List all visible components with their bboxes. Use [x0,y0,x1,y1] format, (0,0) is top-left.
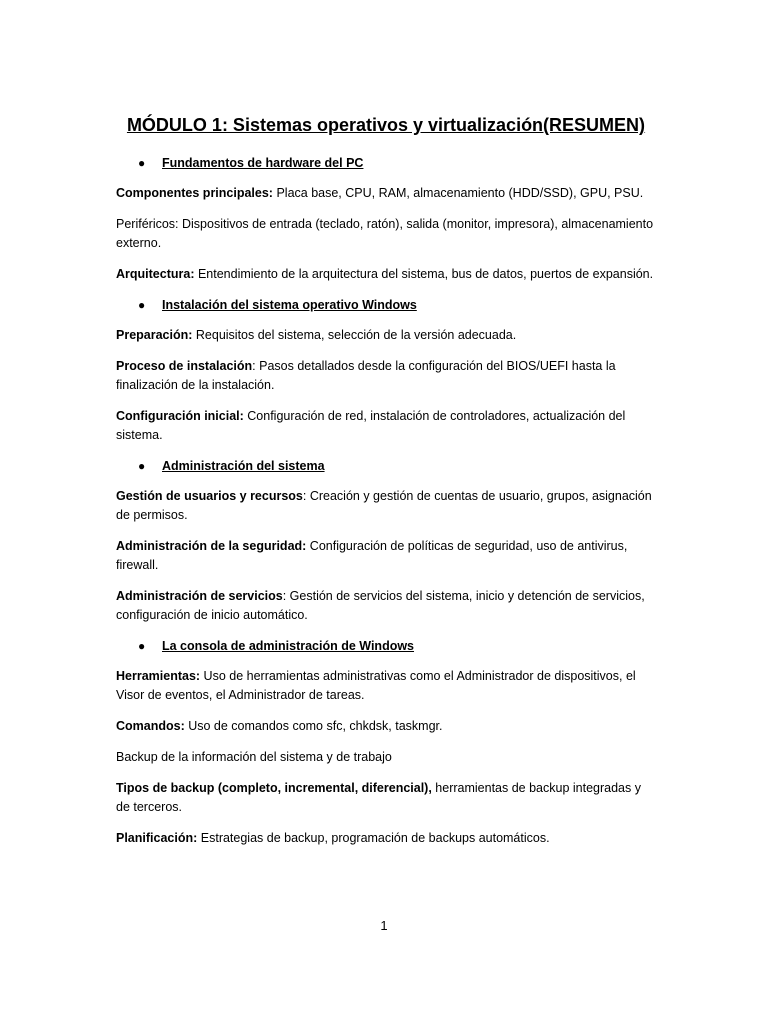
paragraph-text: Estrategias de backup, programación de backups automáticos. [197,831,550,845]
paragraph-componentes [116,184,656,203]
section-heading-hardware [116,154,656,172]
paragraph-lead: Gestión de usuarios y recursos [116,489,303,503]
section-heading-label: La consola de administración de Windows [162,639,415,653]
paragraph-planificacion [116,829,656,848]
document-title: MÓDULO 1: Sistemas operativos y virtualización(RESUMEN) [126,115,646,135]
section-heading-consola [116,637,656,655]
paragraph-text: Backup de la información del sistema y de trabajo [116,750,392,764]
paragraph-lead: Arquitectura: [116,267,195,281]
paragraph-text: Periféricos: Dispositivos de entrada (teclado, ratón), salida (monitor, impresora), almacenamiento externo. [116,217,654,250]
paragraph-text: Configuración de políticas de seguridad, uso de antivirus, firewall. [116,539,628,572]
paragraph-text: Uso de comandos como sfc, chkdsk, taskmgr. [184,719,443,733]
section-heading-label: Instalación del sistema operativo Windows [162,298,417,312]
paragraph-arquitectura [116,265,656,284]
section-heading-instalacion [116,296,656,314]
paragraph-text: Uso de herramientas administrativas como el Administrador de dispositivos, el Visor de eventos, el Administrador de tareas. [116,669,636,702]
paragraph-lead: Tipos de backup (completo, incremental, diferencial), [116,781,432,795]
paragraph-proceso [116,357,656,395]
paragraph-tipos-backup [116,779,656,817]
paragraph-usuarios [116,487,656,525]
paragraph-lead: Preparación: [116,328,193,342]
bullet-icon: ● [138,156,146,170]
section-heading-administracion [116,457,656,475]
paragraph-text: herramientas de backup integradas y de terceros. [116,781,641,814]
paragraph-servicios [116,587,656,625]
paragraph-lead: Comandos: [116,719,185,733]
paragraph-lead: Administración de la seguridad: [116,539,307,553]
section-heading-label: Fundamentos de hardware del PC [162,156,364,170]
paragraph-seguridad [116,537,656,575]
paragraph-text: : Pasos detallados desde la configuración del BIOS/UEFI hasta la finalización de la instalación. [116,359,616,392]
paragraph-text: Requisitos del sistema, selección de la versión adecuada. [192,328,517,342]
paragraph-herramientas [116,667,656,705]
bullet-icon: ● [138,459,146,473]
bullet-icon: ● [138,298,146,312]
paragraph-lead: Proceso de instalación [116,359,253,373]
document-content [116,112,656,860]
bullet-icon: ● [138,639,146,653]
section-heading-label: Administración del sistema [162,459,325,473]
paragraph-backup [116,748,656,767]
paragraph-configuracion [116,407,656,445]
paragraph-lead: Planificación: [116,831,198,845]
page-number: 1 [380,918,388,933]
paragraph-preparacion [116,326,656,345]
paragraph-lead: Componentes principales: [116,186,273,200]
paragraph-lead: Herramientas: [116,669,201,683]
paragraph-text: Configuración de red, instalación de controladores, actualización del sistema. [116,409,626,442]
paragraph-text: : Gestión de servicios del sistema, inicio y detención de servicios, configuración de inicio automático. [116,589,645,622]
paragraph-text: Placa base, CPU, RAM, almacenamiento (HDD/SSD), GPU, PSU. [272,186,644,200]
paragraph-text: : Creación y gestión de cuentas de usuario, grupos, asignación de permisos. [116,489,652,522]
paragraph-perifericos [116,215,656,253]
paragraph-lead: Administración de servicios [116,589,283,603]
paragraph-text: Entendimiento de la arquitectura del sistema, bus de datos, puertos de expansión. [194,267,654,281]
paragraph-comandos [116,717,656,736]
paragraph-lead: Configuración inicial: [116,409,244,423]
